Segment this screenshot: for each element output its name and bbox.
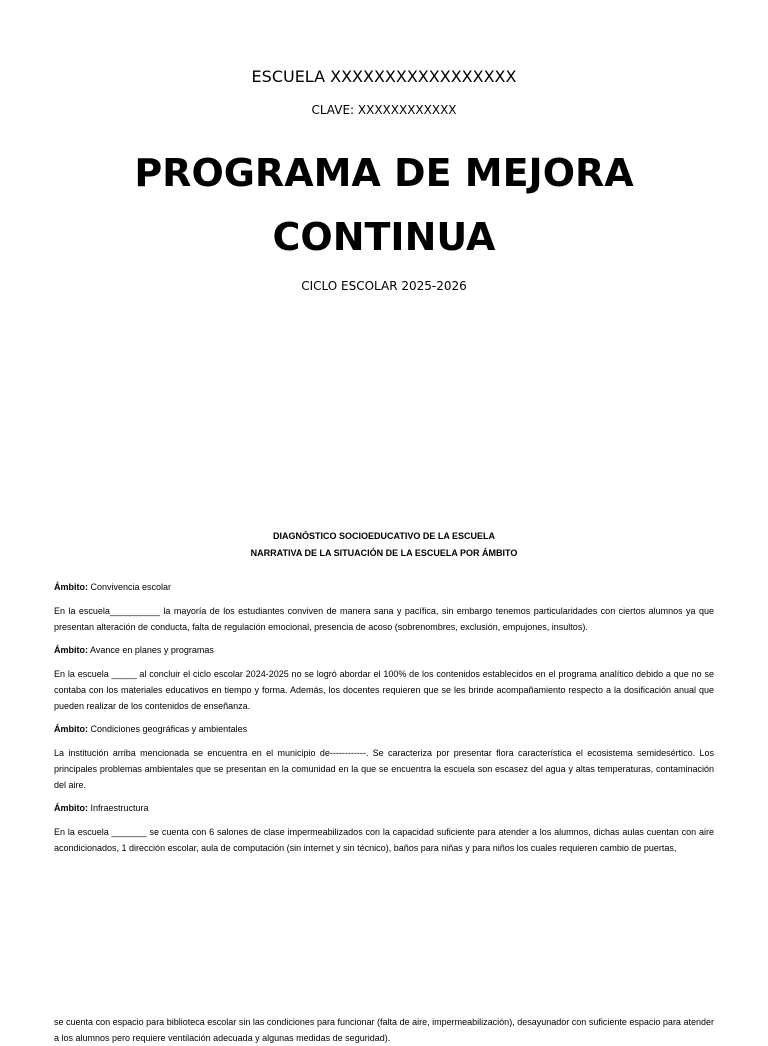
school-cycle: CICLO ESCOLAR 2025-2026 <box>301 279 467 293</box>
program-title-line-2: CONTINUA <box>272 215 496 259</box>
ambito-paragraph-avance: En la escuela _____ al concluir el ciclo escolar 2024-2025 no se logró abordar el 100% de los contenidos establecidos en el programa analítico debido a que no se contaba con los materiales educativos en tiempo y forma. Además, los docentes requieren que se les brinde acompañamiento respecto a la dosificación anual que pueden realizar de los contenidos de enseñanza. <box>54 669 714 711</box>
ambito-paragraph-infraestructura: En la escuela _______ se cuenta con 6 salones de clase impermeabilizados con la capacidad suficiente para atender a los alumnos, dichas aulas cuentan con aire acondicionados, 1 dirección escolar, aula de computación (sin internet y sin técnico), baños para niñas y para niños los cuales requieren cambio de puertas, <box>54 827 714 853</box>
ambito-label-convivencia <box>54 579 714 595</box>
program-title-line-1: PROGRAMA DE MEJORA <box>134 151 634 195</box>
diagnostic-section <box>54 528 714 1046</box>
ambito-paragraph-infraestructura-continued: se cuenta con espacio para biblioteca escolar sin las condiciones para funcionar (falta de aire, impermeabilización), desayunador con suficiente espacio para atender a los alumnos pero requiere ventilación adecuada y algunas medidas de seguridad). <box>54 1017 714 1043</box>
school-key: CLAVE: XXXXXXXXXXXX <box>311 103 457 117</box>
ambito-label-avance <box>54 642 714 658</box>
ambito-name: Convivencia escolar <box>90 582 172 592</box>
page-break <box>54 856 714 1014</box>
ambito-name: Avance en planes y programas <box>90 645 214 655</box>
ambito-keyword: Ámbito: <box>54 724 88 734</box>
ambito-keyword: Ámbito: <box>54 582 88 592</box>
ambito-name: Condiciones geográficas y ambientales <box>90 724 248 734</box>
ambito-label-infraestructura <box>54 800 714 816</box>
narrative-heading: NARRATIVA DE LA SITUACIÓN DE LA ESCUELA POR ÁMBITO <box>250 548 518 558</box>
ambito-keyword: Ámbito: <box>54 803 88 813</box>
ambito-name: Infraestructura <box>90 803 149 813</box>
ambito-keyword: Ámbito: <box>54 645 88 655</box>
diagnostic-heading: DIAGNÓSTICO SOCIOEDUCATIVO DE LA ESCUELA <box>272 531 495 541</box>
ambito-paragraph-condiciones: La institución arriba mencionada se encuentra en el municipio de------------. Se caracteriza por presentar flora característica el ecosistema semidesértico. Los principales problemas ambientales que se presentan en la comunidad en la que se encuentra la escuela son escasez del agua y altas temperaturas, contaminación del aire. <box>54 748 714 790</box>
program-title <box>84 141 684 269</box>
ambito-paragraph-convivencia: En la escuela__________ la mayoría de los estudiantes conviven de manera sana y pacífica, sin embargo tenemos particularidades con ciertos alumnos ya que presentan alteración de conducta, falta de regulación emocional, presencia de acoso (sobrenombres, exclusión, empujones, insultos). <box>54 606 714 632</box>
ambito-label-condiciones <box>54 721 714 737</box>
school-name: ESCUELA XXXXXXXXXXXXXXXXX <box>251 67 517 86</box>
